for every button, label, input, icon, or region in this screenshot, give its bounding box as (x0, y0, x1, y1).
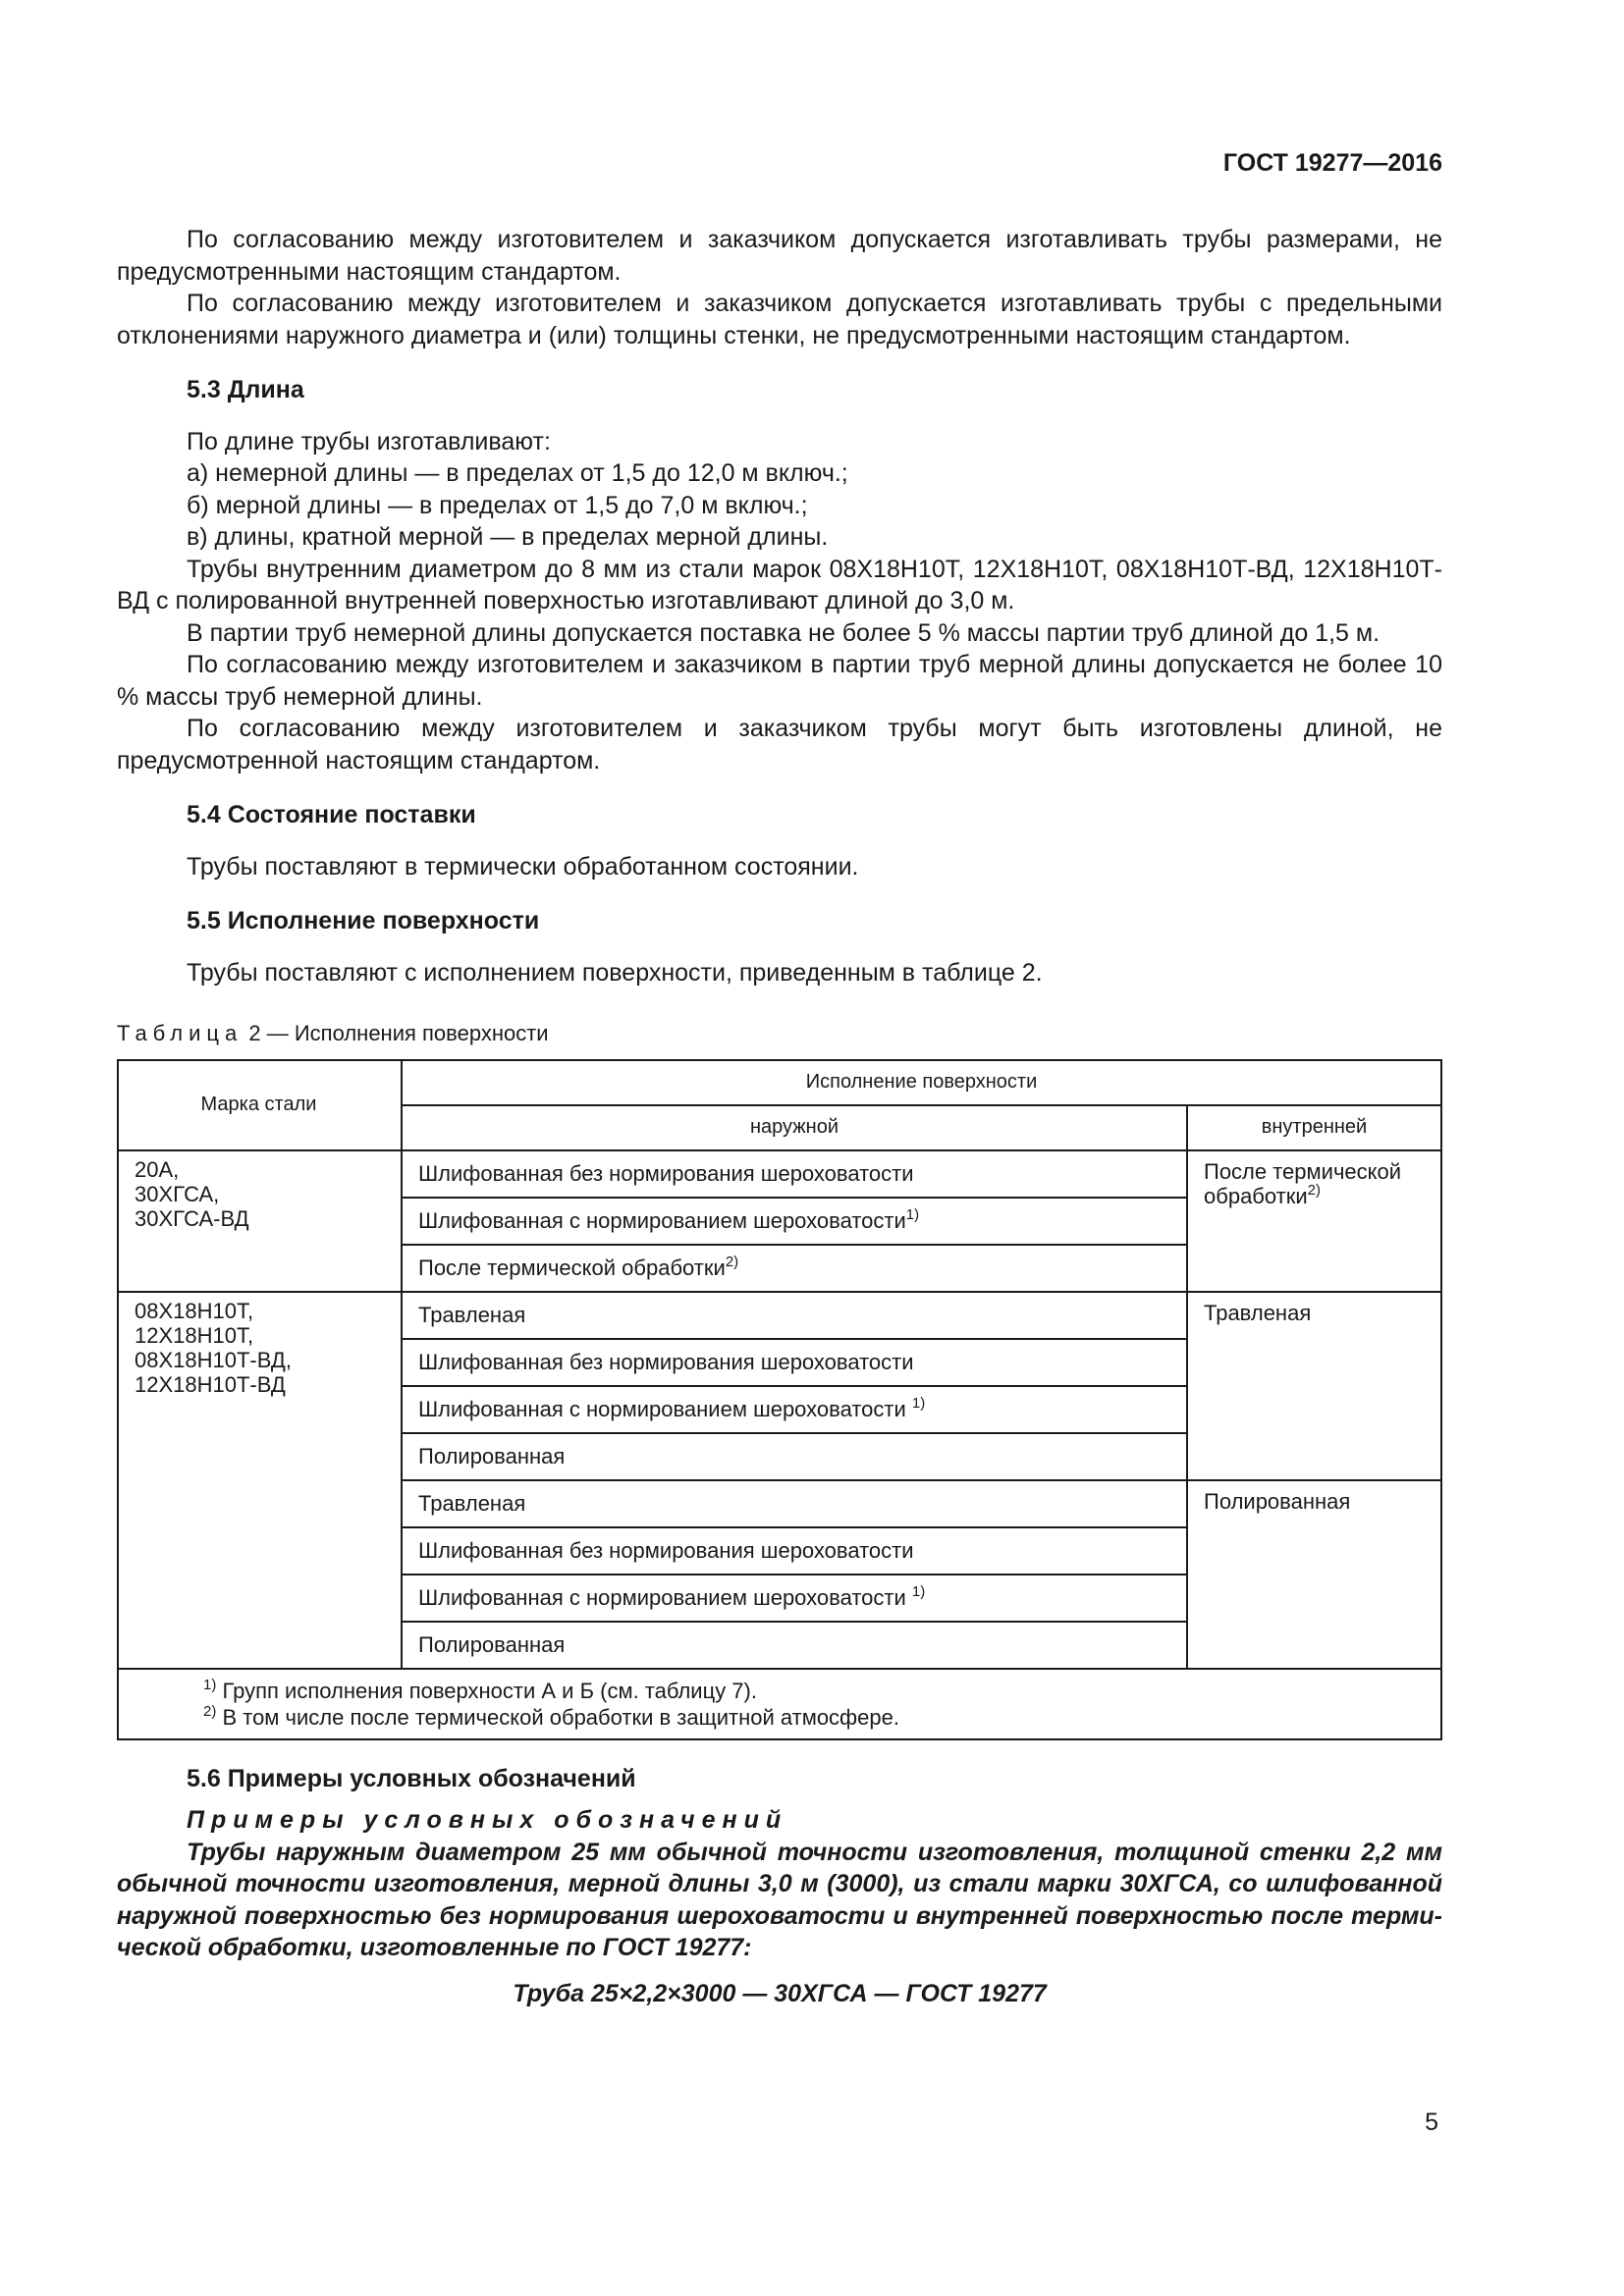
document-body (117, 224, 1442, 2009)
outer-finish-cell: Полированная (402, 1622, 1187, 1669)
document-id: ГОСТ 19277—2016 (1222, 149, 1442, 177)
column-header-outer: наружной (402, 1105, 1187, 1150)
list-item: в) длины, кратной мерной — в пределах мерной длины. (187, 523, 829, 551)
outer-finish-cell: Шлифованная без нормирования шероховатости (402, 1150, 1187, 1198)
paragraph: По согласованию между изготовителем и заказчиком в партии труб мерной длины допускается не более 10 % массы труб немерной длины. (117, 651, 1442, 711)
paragraph: По длине трубы изготавливают: (187, 427, 551, 455)
steel-grade-cell: 08Х18Н10Т, 12Х18Н10Т, 08Х18Н10Т-ВД, 12Х18Н10Т-ВД (118, 1292, 402, 1669)
outer-finish-cell: Шлифованная без нормирования шероховатости (402, 1339, 1187, 1386)
outer-finish-cell: Шлифованная с нормированием шероховатости $^{1)}$ (402, 1386, 1187, 1433)
paragraph: По согласованию между изготовителем и заказчиком допускается изготавливать трубы размерами, не предусмотренными настоящим стандартом. (117, 226, 1442, 286)
surface-finish-table (117, 1059, 1442, 1740)
example-text: Трубы наружным диаметром 25 мм обычной точности изготовления, толщиной стенки 2,2 мм обычной точности изготовления, мерной длины 3,0 м (3000), из стали марки 30ХГСА, со шлифованной наружной поверхностью без нормирования шероховатости и внутренней поверхностью после термической обработки, изготовленные по ГОСТ 19277: (117, 1838, 1442, 1961)
outer-finish-cell: Шлифованная с нормированием шероховатости $^{1)}$ (402, 1575, 1187, 1622)
outer-finish-cell: Травленая (402, 1480, 1187, 1527)
list-item: а) немерной длины — в пределах от 1,5 до 12,0 м включ.; (187, 459, 848, 487)
list-item: б) мерной длины — в пределах от 1,5 до 7,0 м включ.; (187, 491, 808, 519)
paragraph: По согласованию между изготовителем и заказчиком допускается изготавливать трубы с предельными отклонениями наружного диаметра и (или) толщины стенки, не предусмотренными настоящим стандартом. (117, 290, 1442, 349)
example-heading: Примеры условных обозначений (187, 1806, 788, 1834)
section-heading: 5.3 Длина (187, 376, 304, 403)
paragraph: Трубы поставляют в термически обработанном состоянии. (187, 852, 859, 881)
footnote: $^{1)}$ Групп исполнения поверхности А и Б (см. таблицу 7). (203, 1676, 757, 1703)
paragraph: Трубы поставляют с исполнением поверхности, приведенным в таблице 2. (187, 958, 1043, 987)
footnote: $^{2)}$ В том числе после термической обработки в защитной атмосфере. (203, 1702, 899, 1730)
inner-finish-cell: Полированная (1187, 1480, 1441, 1669)
inner-finish-cell: После термической обработки$^{2)}$ (1187, 1150, 1441, 1292)
section-heading: 5.6 Примеры условных обозначений (187, 1764, 636, 1792)
outer-finish-cell: Полированная (402, 1433, 1187, 1480)
paragraph: Трубы внутренним диаметром до 8 мм из стали марок 08Х18Н10Т, 12Х18Н10Т, 08Х18Н10Т-ВД, 12Х18Н10Т-ВД с полированной внутренней поверхностью изготавливают длиной до 3,0 м. (117, 555, 1442, 614)
steel-grade-cell: 20А, 30ХГСА, 30ХГСА-ВД (118, 1150, 402, 1292)
column-header-steel-grade: Марка стали (118, 1060, 402, 1150)
column-header-surface-finish: Исполнение поверхности (402, 1060, 1441, 1105)
column-header-inner: внутренней (1187, 1105, 1441, 1150)
section-heading: 5.5 Исполнение поверхности (187, 907, 540, 934)
outer-finish-cell: Шлифованная без нормирования шероховатости (402, 1527, 1187, 1575)
outer-finish-cell: Шлифованная с нормированием шероховатости$^{1)}$ (402, 1198, 1187, 1245)
paragraph: В партии труб немерной длины допускается поставка не более 5 % массы партии труб длиной до 1,5 м. (187, 618, 1380, 647)
example-designation: Труба 25×2,2×3000 — 30ХГСА — ГОСТ 19277 (513, 1979, 1047, 2007)
page-number: 5 (1425, 2109, 1438, 2136)
inner-finish-cell: Травленая (1187, 1292, 1441, 1480)
paragraph: По согласованию между изготовителем и заказчиком трубы могут быть изготовлены длиной, не предусмотренной настоящим стандартом. (117, 715, 1442, 774)
table-caption: Таблица 2 — Исполнения поверхности (117, 1021, 549, 1045)
section-heading: 5.4 Состояние поставки (187, 801, 476, 828)
outer-finish-cell: После термической обработки$^{2)}$ (402, 1245, 1187, 1292)
table-footnotes (118, 1669, 1441, 1739)
outer-finish-cell: Травленая (402, 1292, 1187, 1339)
